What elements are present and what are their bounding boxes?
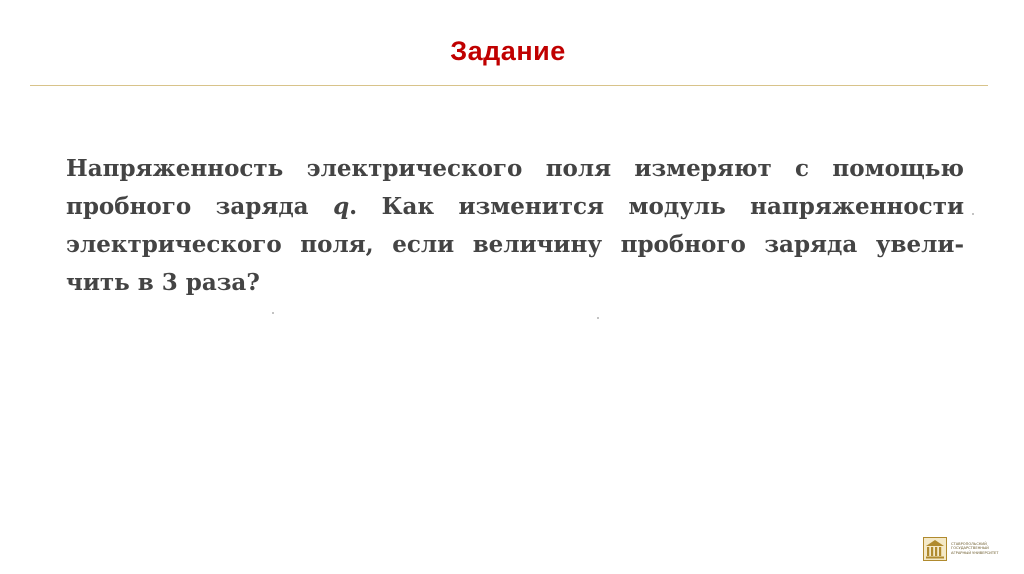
logo-text-line: ГОСУДАРСТВЕННЫЙ [951, 546, 989, 551]
logo-text-line: АГРАРНЫЙ УНИВЕРСИТЕТ [951, 550, 999, 555]
scan-speck [972, 213, 974, 215]
university-logo-text [951, 542, 999, 555]
university-logo [923, 535, 1019, 562]
logo-text-line: СТАВРОПОЛЬСКИЙ [951, 541, 987, 546]
task-line-4: чить в 3 раза? [66, 269, 260, 296]
task-line-1: Напряженность электрического поля измеряют с помощью [66, 155, 964, 182]
scan-speck [272, 312, 274, 314]
charge-symbol: q [333, 193, 350, 220]
slide-title: Задание [450, 36, 566, 66]
task-fragment: . Как изменится модуль напряженности [349, 193, 965, 220]
university-building-icon [923, 537, 947, 561]
task-text [66, 150, 964, 302]
scan-speck [597, 317, 599, 319]
task-fragment: пробного заряда [66, 193, 309, 220]
title-divider [30, 85, 988, 86]
task-line-3: электрического поля, если величину пробного заряда увели- [66, 231, 964, 258]
task-line-2 [66, 188, 964, 226]
